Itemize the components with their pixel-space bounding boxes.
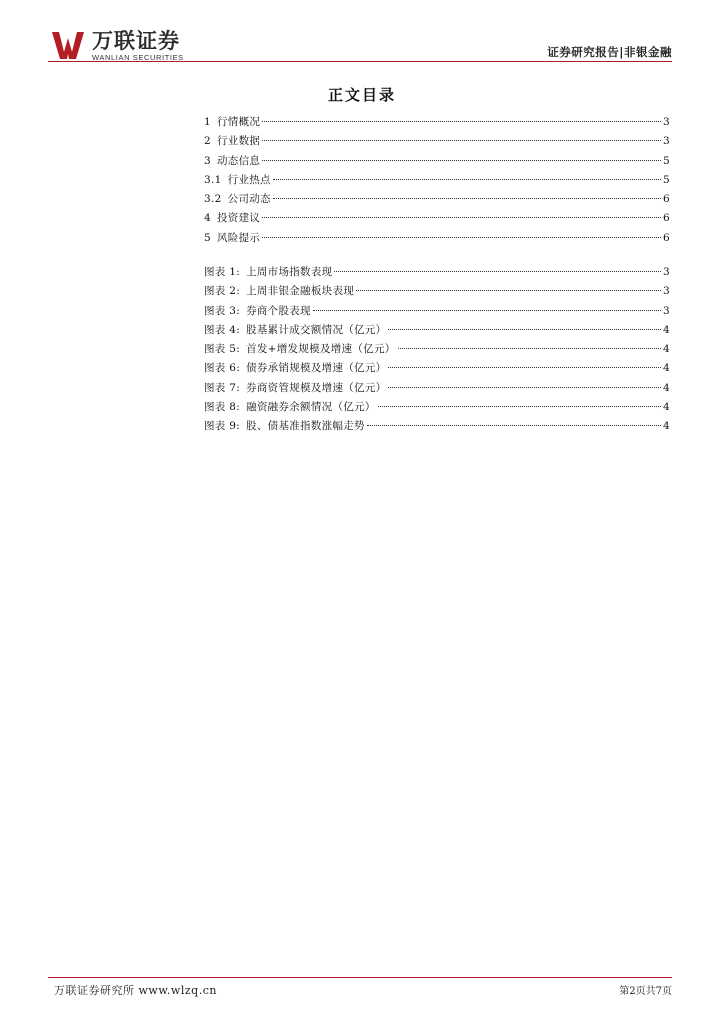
page-header	[0, 0, 724, 64]
toc-entry-page: 4	[663, 362, 670, 375]
toc-figure-row[interactable]	[204, 341, 670, 360]
toc-entry-page: 3	[663, 135, 670, 148]
toc-entry-number: 图表 7:	[204, 381, 241, 394]
toc-entry-number: 图表 1:	[204, 266, 241, 278]
toc-entry-page: 5	[663, 173, 670, 186]
toc-entry-label: 首发+增发规模及增速（亿元）	[246, 343, 396, 356]
header-divider	[48, 61, 672, 62]
toc-figure-row[interactable]	[204, 399, 670, 418]
toc-figure-row[interactable]	[204, 360, 670, 379]
logo-chinese-name: 万联证券	[92, 29, 180, 53]
company-logo	[52, 30, 184, 64]
toc-entry-number: 1	[204, 116, 211, 128]
toc-leader-dots	[273, 179, 661, 180]
toc-figure-row[interactable]	[204, 380, 670, 399]
toc-figure-row[interactable]	[204, 418, 670, 437]
toc-section-row[interactable]	[204, 114, 670, 133]
toc-entry-number: 图表 3:	[204, 304, 241, 317]
toc-leader-dots	[388, 387, 661, 388]
toc-leader-dots	[313, 310, 661, 311]
toc-entry-label: 公司动态	[227, 193, 271, 206]
toc-leader-dots	[388, 329, 661, 330]
toc-leader-dots	[398, 348, 661, 349]
wanlian-logo-icon	[52, 30, 86, 60]
toc-entry-page: 6	[663, 212, 670, 225]
toc-leader-dots	[356, 290, 661, 291]
toc-leader-dots	[262, 140, 661, 141]
toc-entry-label: 融资融券余额情况（亿元）	[246, 401, 376, 414]
footer-source: 万联证券研究所 www.wlzq.cn	[54, 984, 217, 997]
toc-entry-page: 4	[663, 343, 670, 356]
toc-entry-label: 股、债基准指数涨幅走势	[246, 420, 365, 433]
toc-section-row[interactable]	[204, 153, 670, 172]
toc-entry-number: 图表 6:	[204, 362, 241, 375]
toc-figure-row[interactable]	[204, 283, 670, 302]
toc-leader-dots	[262, 237, 661, 238]
page-number: 第2页共7页	[619, 986, 672, 997]
toc-entry-label: 行情概况	[216, 116, 261, 128]
toc-entry-label: 券商资管规模及增速（亿元）	[246, 381, 387, 394]
toc-entry-number: 3	[204, 154, 211, 167]
toc-entry-page: 6	[663, 231, 670, 244]
toc-leader-dots	[262, 217, 661, 218]
toc-entry-page: 6	[663, 193, 670, 206]
toc-entry-label: 股基累计成交额情况（亿元）	[246, 323, 387, 336]
toc-entry-label: 行业数据	[216, 135, 261, 148]
toc-title: 正文目录	[327, 86, 396, 104]
report-type: 证券研究报告|非银金融	[547, 45, 672, 59]
toc-entry-page: 3	[663, 266, 670, 278]
toc-leader-dots	[262, 121, 661, 122]
toc-leader-dots	[378, 406, 661, 407]
toc-entry-label: 动态信息	[216, 154, 261, 167]
toc-entry-number: 2	[204, 135, 211, 148]
toc-leader-dots	[262, 160, 661, 161]
toc-entry-number: 5	[204, 231, 211, 244]
toc-entry-page: 3	[663, 304, 670, 317]
toc-entry-number: 图表 4:	[204, 323, 241, 336]
toc-leader-dots	[388, 367, 661, 368]
toc-entry-label: 券商个股表现	[246, 304, 311, 317]
toc-entry-page: 3	[663, 116, 670, 128]
toc-entry-page: 4	[663, 401, 670, 414]
toc-entry-label: 行业热点	[227, 173, 271, 186]
toc-entry-number: 图表 2:	[204, 285, 241, 298]
section-toc	[204, 114, 670, 249]
toc-entry-label: 风险提示	[216, 231, 261, 244]
toc-section-row[interactable]	[204, 191, 670, 210]
toc-entry-number: 图表 9:	[204, 420, 241, 433]
toc-figure-row[interactable]	[204, 264, 670, 283]
toc-entry-number: 3.1	[204, 173, 222, 186]
toc-entry-number: 图表 8:	[204, 401, 241, 414]
toc-entry-number: 3.2	[204, 193, 222, 206]
toc-entry-number: 4	[204, 212, 211, 225]
toc-figure-row[interactable]	[204, 322, 670, 341]
toc-entry-number: 图表 5:	[204, 343, 241, 356]
toc-entry-page: 4	[663, 323, 670, 336]
figure-toc	[204, 264, 670, 438]
toc-entry-label: 上周非银金融板块表现	[246, 285, 355, 298]
toc-entry-page: 4	[663, 420, 670, 433]
toc-leader-dots	[367, 425, 661, 426]
toc-section-row[interactable]	[204, 133, 670, 152]
toc-entry-page: 3	[663, 285, 670, 298]
toc-section-row[interactable]	[204, 230, 670, 249]
toc-entry-page: 5	[663, 154, 670, 167]
toc-entry-page: 4	[663, 381, 670, 394]
toc-figure-row[interactable]	[204, 303, 670, 322]
toc-section-row[interactable]	[204, 210, 670, 229]
toc-entry-label: 债券承销规模及增速（亿元）	[246, 362, 387, 375]
toc-section-row[interactable]	[204, 172, 670, 191]
toc-leader-dots	[334, 271, 661, 272]
toc-leader-dots	[273, 198, 661, 199]
footer-divider	[48, 977, 672, 978]
logo-english-name: WANLIAN SECURITIES	[92, 53, 184, 62]
toc-entry-label: 上周市场指数表现	[246, 266, 333, 278]
toc-entry-label: 投资建议	[216, 212, 261, 225]
